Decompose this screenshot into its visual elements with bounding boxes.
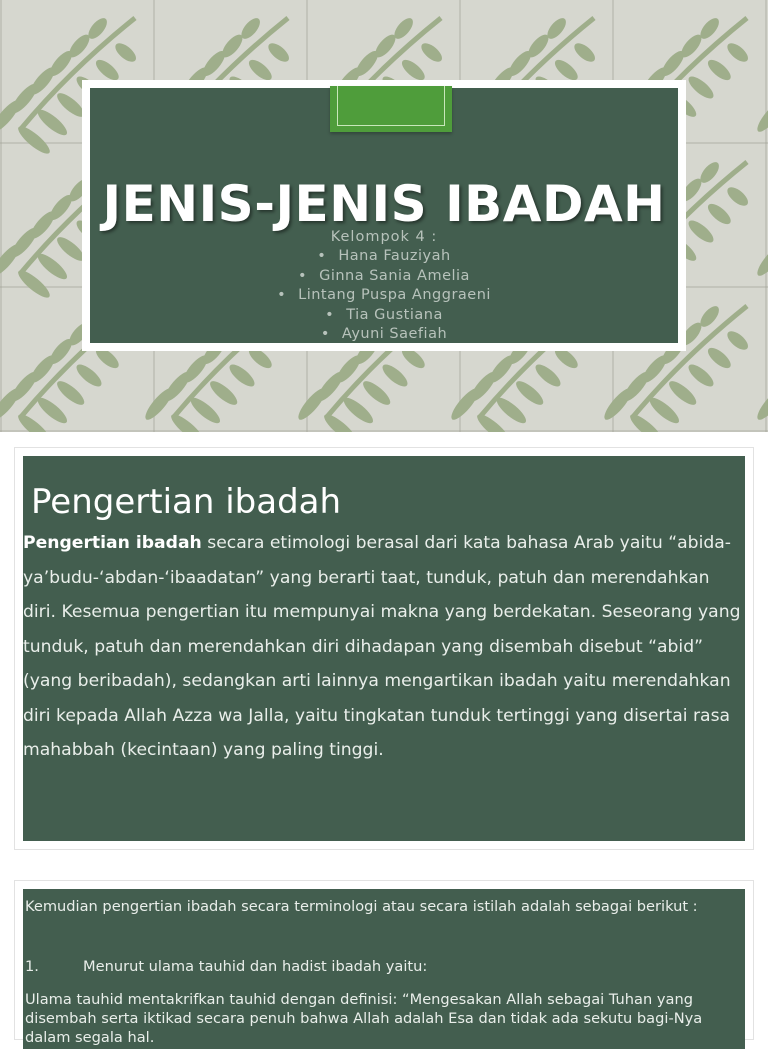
member-item: • Ginna Sania Amelia (90, 267, 678, 286)
presentation-title: JENIS-JENIS IBADAH (102, 174, 666, 233)
terminology-body: Ulama tauhid mentakrifkan tauhid dengan definisi: “Mengesakan Allah sebagai Tuhan yang disembah serta iktikad secara penuh bahwa Allah adalah Esa dan tidak ada sekutu bagi-Nya dalam segala hal. (25, 991, 703, 1046)
definition-slide (14, 447, 754, 850)
definition-lead: Pengertian ibadah (23, 533, 202, 553)
leaf-motif (754, 303, 768, 432)
list-number: 1. (25, 958, 39, 975)
leaf-motif (754, 15, 768, 157)
definition-panel (23, 456, 745, 841)
member-item: • Tia Gustiana (90, 306, 678, 325)
list-item (25, 957, 427, 976)
member-item: • Ayuni Saefiah (90, 325, 678, 344)
definition-paragraph (23, 526, 745, 768)
section-heading: Pengertian ibadah (31, 482, 342, 522)
group-members (90, 228, 678, 344)
terminology-panel (23, 889, 745, 1049)
title-frame (82, 80, 686, 351)
member-list (90, 247, 678, 344)
title-panel (90, 88, 678, 343)
terminology-slide (14, 880, 754, 1046)
title-slide (0, 0, 768, 432)
member-item: • Hana Fauziyah (90, 247, 678, 266)
leaf-motif (754, 159, 768, 301)
member-item: • Lintang Puspa Anggraeni (90, 286, 678, 305)
terminology-intro: Kemudian pengertian ibadah secara terminologi atau secara istilah adalah sebagai berikut : (25, 898, 698, 915)
definition-body: secara etimologi berasal dari kata bahasa Arab yaitu “abida-ya’budu-‘abdan-‘ibaadatan” yang berarti taat, tunduk, patuh dan merendahkan diri. Kesemua pengertian itu mempunyai makna yang berdekatan. Seseorang yang tunduk, patuh dan merendahkan diri dihadapan yang disembah disebut “abid” (yang beribadah), sedangkan arti lainnya mengartikan ibadah yaitu merendahkan diri kepada Allah Azza wa Jalla, yaitu tingkatan tunduk tertinggi yang disertai rasa mahabbah (kecintaan) yang paling tinggi. (23, 533, 741, 760)
list-item-text: Menurut ulama tauhid dan hadist ibadah yaitu: (83, 958, 428, 975)
group-label: Kelompok 4 : (330, 229, 438, 245)
green-accent-tab (330, 86, 452, 132)
